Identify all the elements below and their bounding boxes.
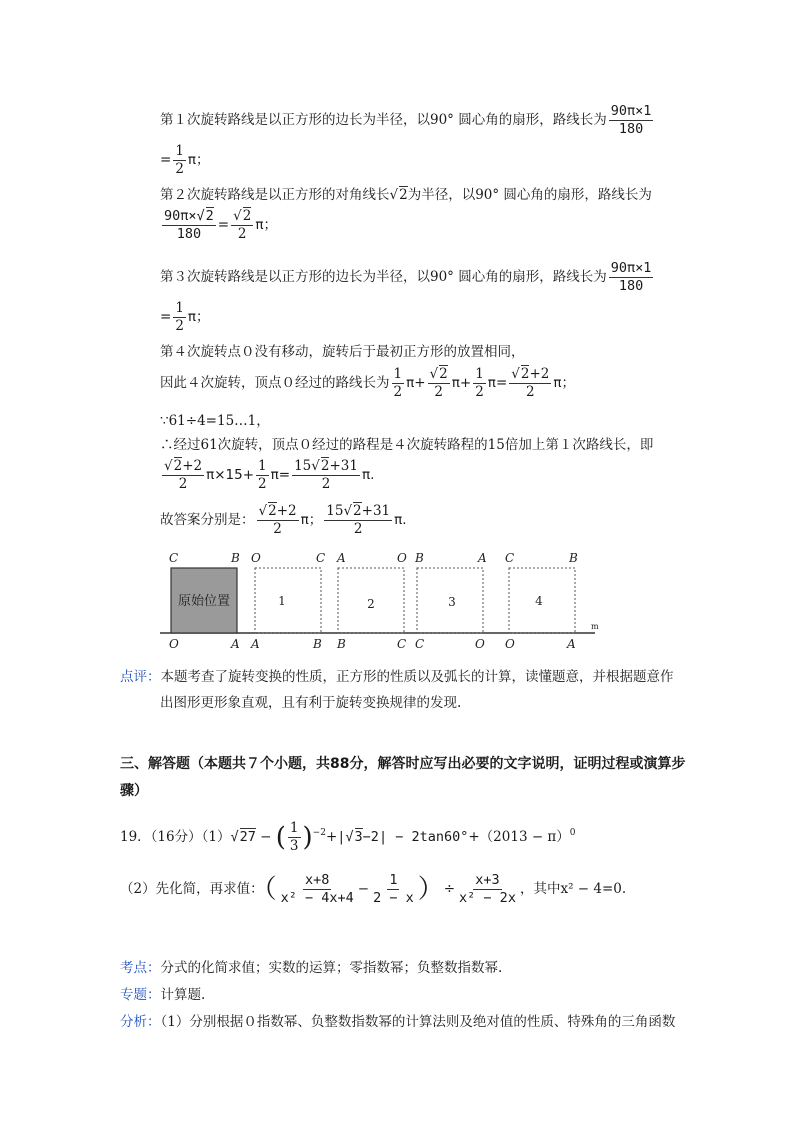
solution-line-3: 第２次旋转路线是以正方形的对角线长√2为半径，以90° 圆心角的扇形，路线长为 bbox=[160, 187, 652, 203]
text: 第１次旋转路线是以正方形的边长为半径，以90° 圆心角的扇形，路线长为 bbox=[160, 112, 607, 128]
vertex-label: C bbox=[316, 551, 326, 565]
fraction: $\frac{1}{2}$ bbox=[175, 300, 184, 334]
square-label: 4 bbox=[535, 594, 543, 608]
kaodian-line: 考点：分式的化简求值；实数的运算；零指数幂；负整数指数幂. bbox=[120, 960, 503, 976]
square-rotation-1 bbox=[255, 568, 321, 633]
vertex-label: B bbox=[313, 637, 322, 648]
vertex-label: B bbox=[569, 551, 578, 565]
square-label: 1 bbox=[278, 594, 286, 608]
fenxi-line: 分析：（1）分别根据０指数幂、负整数指数幂的计算法则及绝对值的性质、特殊角的三角函数 bbox=[120, 1014, 676, 1030]
solution-line-6: = $\frac{1}{2}$ π； bbox=[160, 300, 210, 334]
vertex-label: A bbox=[337, 551, 346, 565]
square-label: 2 bbox=[367, 597, 375, 611]
vertex-label: A bbox=[251, 637, 260, 648]
section-heading-cont: 骤） bbox=[120, 783, 148, 799]
vertex-label: O bbox=[169, 637, 179, 648]
vertex-label: O bbox=[475, 637, 485, 648]
vertex-label: O bbox=[251, 551, 261, 565]
solution-line-4: $\frac{90\pi\times√2}{180}$ = $\frac{√2}{2}$ π； bbox=[164, 208, 277, 242]
axis-label: m bbox=[591, 622, 599, 631]
section-heading: 三、解答题（本题共７个小题，共88分，解答时应写出必要的文字说明，证明过程或演算步 bbox=[120, 756, 686, 772]
vertex-label: C bbox=[415, 637, 425, 648]
fraction: $\frac{90\pi\times 1}{180}$ bbox=[610, 103, 652, 137]
solution-line-12: 故答案分别是： $\frac{√2+2}{2}$ π； $\frac{15√2+31}{2}$ π. bbox=[160, 503, 407, 537]
square-label: 原始位置 bbox=[177, 594, 231, 609]
vertex-label: C bbox=[397, 637, 407, 648]
fraction: $\frac{√2}{2}$ bbox=[233, 208, 252, 242]
solution-line-2: = $\frac{1}{2}$ π； bbox=[160, 143, 210, 177]
question-19-part-2: （2）先化简，再求值：（ $\frac{x+8}{\text{x² − 4x+4}}$ − $\frac{1}{2 - x}$ ）÷ $\frac{x+3}{\text{x² − 2x}}$ ，其中x² − 4=0. bbox=[120, 872, 627, 906]
square-label: 3 bbox=[448, 595, 456, 609]
fraction: $\frac{1}{2}$ bbox=[175, 143, 184, 177]
zhuanti-line: 专题：计算题. bbox=[120, 987, 206, 1003]
fraction: $\frac{90\pi\times 1}{180}$ bbox=[610, 260, 652, 294]
vertex-label: C bbox=[505, 551, 515, 565]
comment-line-2: 出图形更形象直观，且有利于旋转变换规律的发现. bbox=[160, 695, 462, 711]
solution-line-1 bbox=[160, 103, 655, 138]
solution-line-7: 第４次旋转点０没有移动，旋转后于最初正方形的放置相同， bbox=[160, 344, 525, 360]
vertex-label: B bbox=[415, 551, 424, 565]
question-19-part-1: 19．（16分）（1）√27 − ( $\frac{1}{3}$ )$^{-2}+|√3-2| - 2\tan 60^\circ+(2013 - \pi)^0$ bbox=[120, 820, 576, 854]
vertex-label: C bbox=[169, 551, 179, 565]
vertex-label: B bbox=[231, 551, 240, 565]
vertex-label: A bbox=[478, 551, 487, 565]
vertex-label: O bbox=[397, 551, 407, 565]
vertex-label: O bbox=[505, 637, 515, 648]
solution-line-9: ∵61÷4=15…1， bbox=[160, 413, 270, 429]
solution-line-10: ∴经过61次旋转，顶点０经过的路程是４次旋转路程的15倍加上第１次路线长，即 bbox=[160, 437, 654, 453]
comment-line-1: 点评：本题考查了旋转变换的性质，正方形的性质以及弧长的计算，读懂题意，并根据题意作 bbox=[120, 669, 674, 685]
vertex-label: A bbox=[567, 637, 576, 648]
fraction: $\frac{90\pi\times√2}{180}$ bbox=[164, 208, 214, 242]
vertex-label: A bbox=[231, 637, 240, 648]
rotation-figure bbox=[155, 548, 605, 648]
vertex-label: B bbox=[337, 637, 346, 648]
solution-line-11: $\frac{√2+2}{2}$ π×15+ $\frac{1}{2}$ π= $\frac{15√2+31}{2}$ π. bbox=[164, 458, 375, 492]
solution-line-5: 第３次旋转路线是以正方形的边长为半径，以90° 圆心角的扇形，路线长为 $\frac{90\pi\times 1}{180}$ bbox=[160, 260, 652, 294]
solution-line-8: 因此４次旋转，顶点０经过的路线长为 $\frac{1}{2}$ π+ $\frac{√2}{2}$ π+ $\frac{1}{2}$ π= $\frac{√2+2}{2}$ π； bbox=[160, 366, 575, 400]
